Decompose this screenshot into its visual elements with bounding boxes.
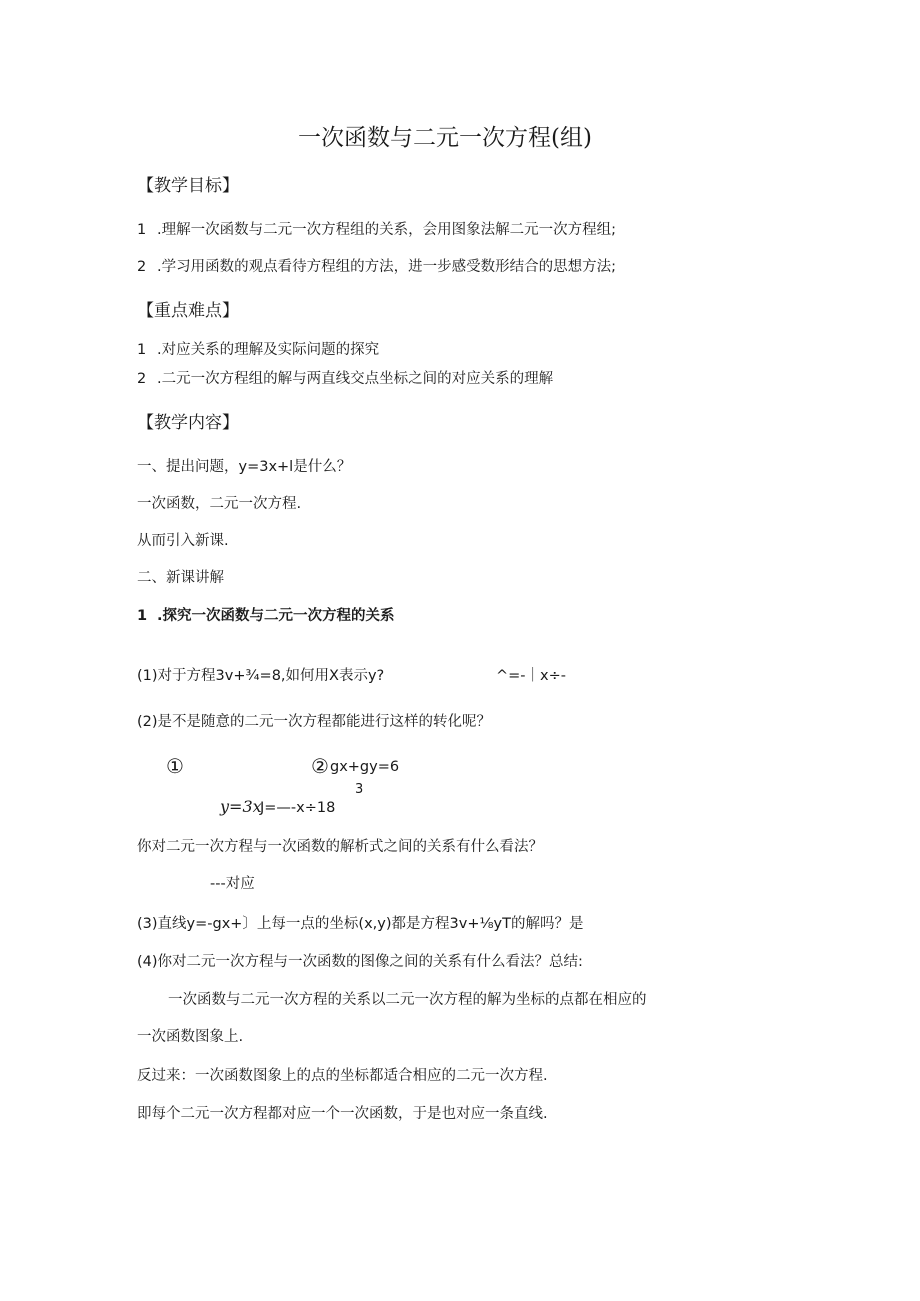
keypoint-text-2: .二元一次方程组的解与两直线交点坐标之间的对应关系的理解	[157, 371, 554, 387]
page-title: 一次函数与二元一次方程(组)	[298, 125, 592, 151]
keypoint-number-1: 1	[137, 342, 147, 358]
keypoint-text-1: .对应关系的理解及实际问题的探究	[157, 342, 380, 358]
question-2: (2)是不是随意的二元一次方程都能进行这样的转化呢？	[137, 714, 492, 730]
content-part-two-heading: 二、新课讲解	[137, 570, 224, 586]
goal-number-1: 1	[137, 222, 147, 238]
content-answer-intro: 一次函数，二元一次方程.	[137, 496, 302, 512]
question-3: (3)直线y=-gx+〕上每一点的坐标(x,y)都是方程3v+⅛yT的解吗？是	[137, 916, 584, 932]
circled-one: ①	[166, 754, 184, 778]
goal-text-1: .理解一次函数与二元一次方程组的关系，会用图象法解二元一次方程组;	[157, 222, 616, 238]
equation-one-rest: J=—-x÷18	[260, 800, 336, 816]
section-heading-content: 【教学内容】	[137, 413, 239, 433]
goal-text-2: .学习用函数的观点看待方程组的方法，进一步感受数形结合的思想方法;	[157, 259, 616, 275]
converse-statement: 反过来：一次函数图象上的点的坐标都适合相应的二元一次方程.	[137, 1068, 548, 1084]
question-2-followup: 你对二元一次方程与一次函数的解析式之间的关系有什么看法？	[137, 839, 543, 855]
equation-one-italic: y=3x	[220, 797, 262, 816]
conclusion-statement: 即每个二元一次方程都对应一个一次函数，于是也对应一条直线.	[137, 1106, 548, 1122]
content-lead-in: 从而引入新课.	[137, 533, 229, 549]
section-heading-keypoints: 【重点难点】	[137, 301, 239, 321]
keypoint-number-2: 2	[137, 371, 147, 387]
question-1-answer: ^=-｜x÷-	[496, 668, 566, 684]
subsection-number-1: 1	[137, 608, 148, 624]
question-4: (4)你对二元一次方程与一次函数的图像之间的关系有什么看法？总结:	[137, 954, 583, 970]
equation-two: gx+gy=6	[330, 759, 400, 775]
goal-number-2: 2	[137, 259, 147, 275]
question-2-followup-answer: ---对应	[210, 876, 255, 892]
summary-line-1: 一次函数与二元一次方程的关系以二元一次方程的解为坐标的点都在相应的	[168, 992, 647, 1008]
equation-superscript: 3	[355, 782, 364, 797]
question-1: (1)对于方程3v+¾=8,如何用X表示y?	[137, 668, 385, 684]
section-heading-goals: 【教学目标】	[137, 176, 239, 196]
content-question-intro: 一、提出问题，y=3x+l是什么？	[137, 459, 352, 475]
summary-line-2: 一次函数图象上.	[137, 1029, 244, 1045]
circled-two: ②	[311, 754, 329, 778]
subsection-title-1: .探究一次函数与二元一次方程的关系	[157, 608, 395, 624]
